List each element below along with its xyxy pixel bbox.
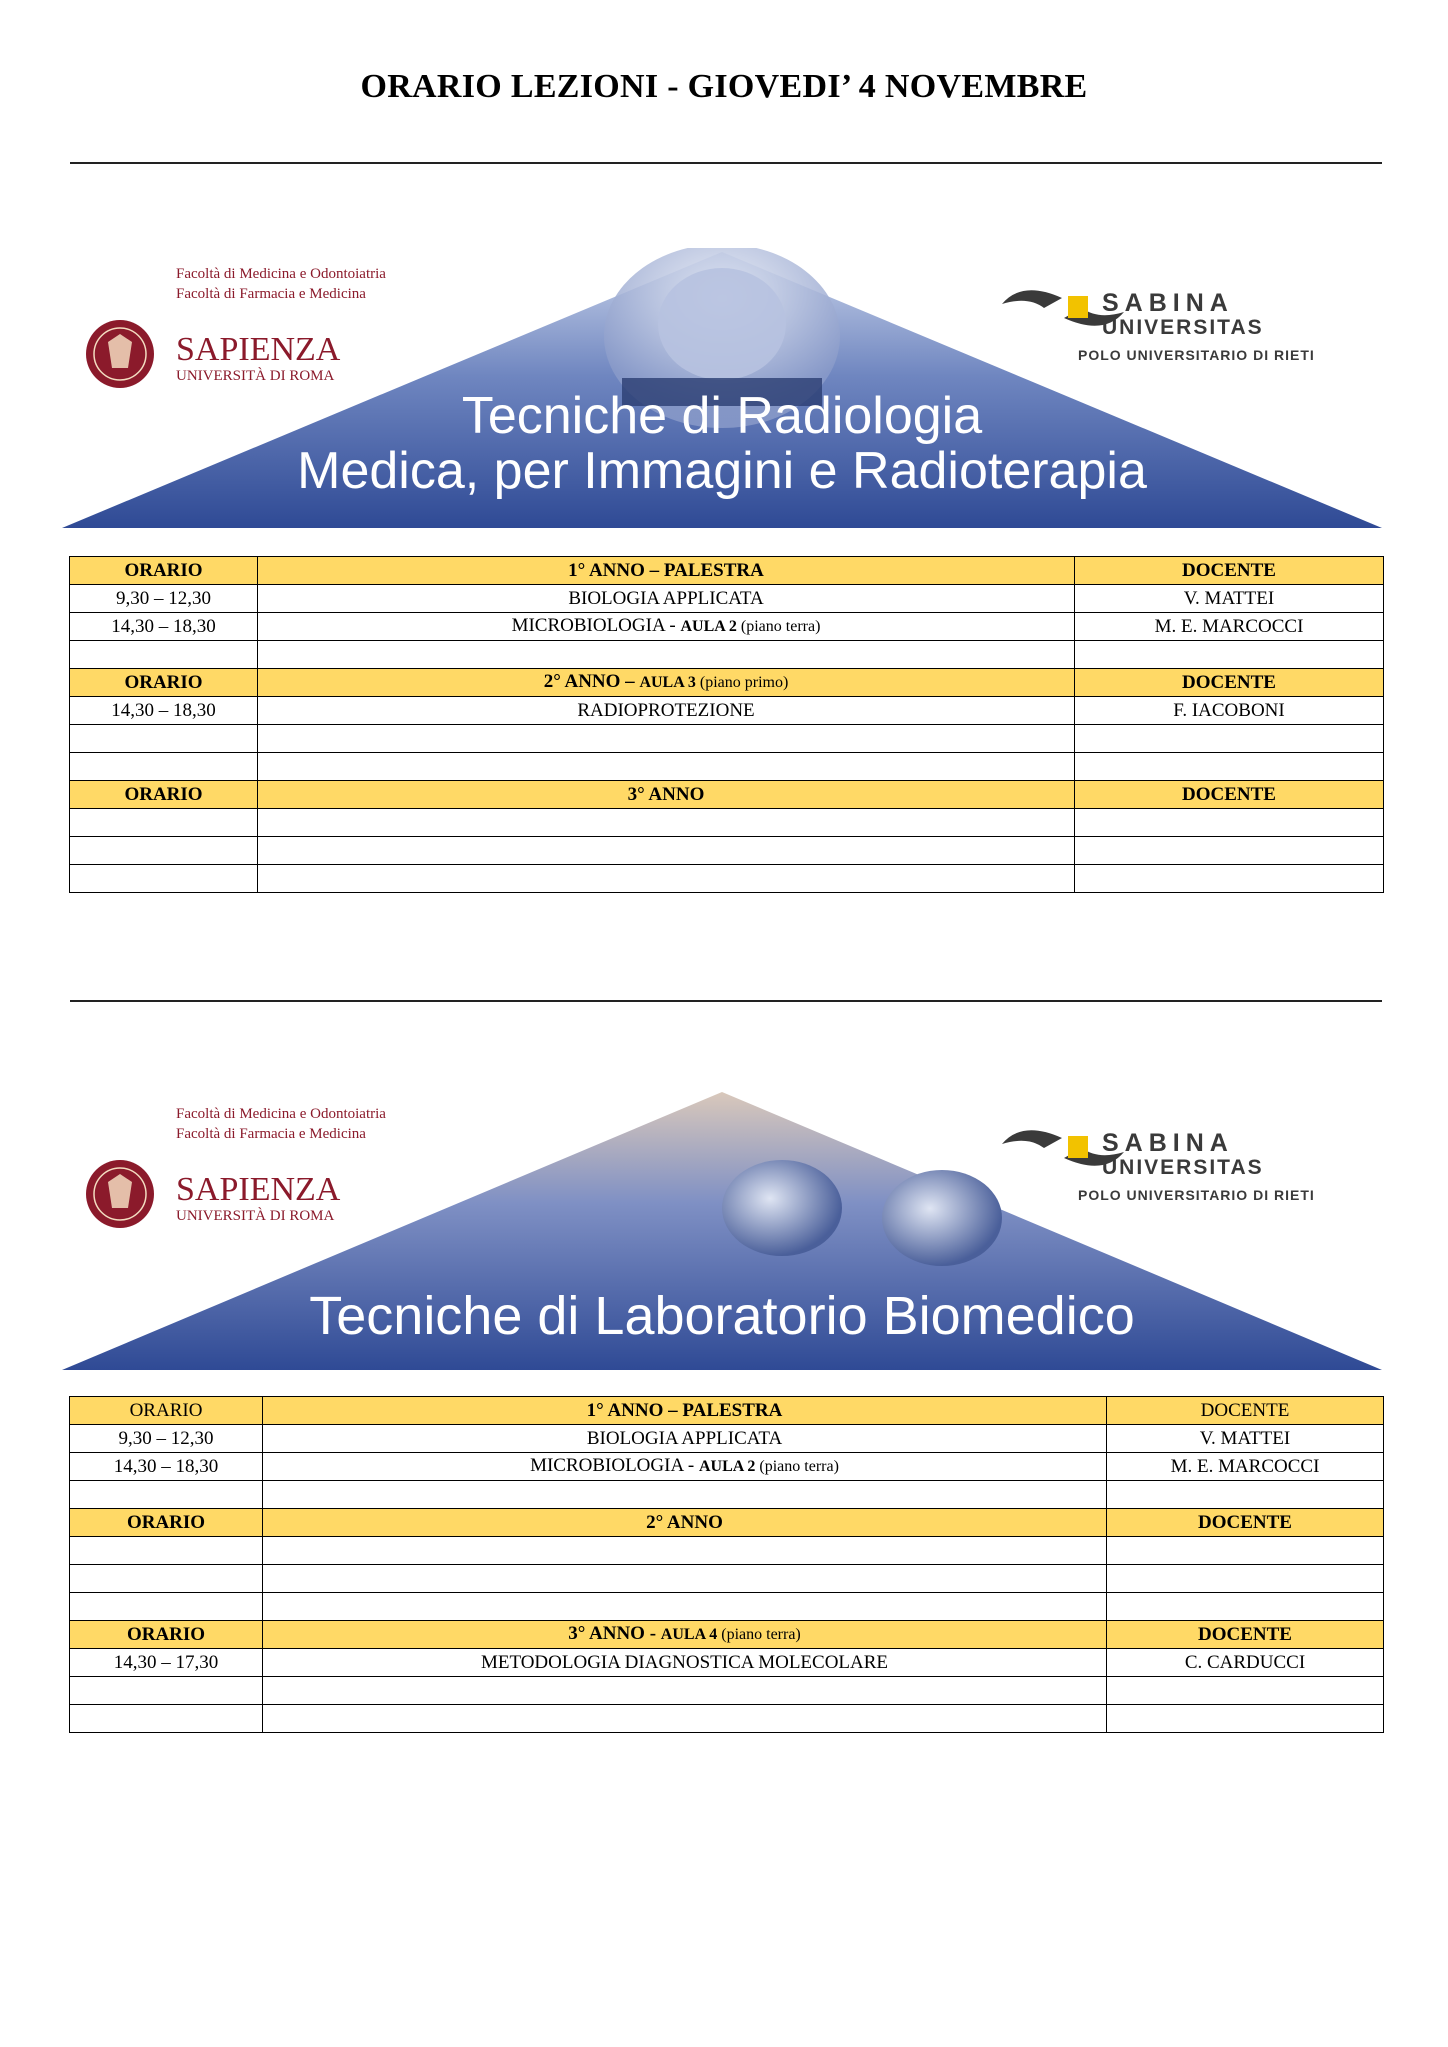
table-cell: M. E. MARCOCCI bbox=[1107, 1453, 1384, 1481]
microscope-eyepiece-left bbox=[722, 1160, 842, 1256]
table-cell: 9,30 – 12,30 bbox=[70, 585, 258, 613]
banner-line1: Tecniche di Radiologia bbox=[461, 387, 983, 445]
book-icon bbox=[1068, 296, 1088, 318]
table-row bbox=[70, 641, 1384, 669]
sabina-swoosh-icon bbox=[1002, 290, 1062, 308]
table-cell bbox=[70, 1677, 263, 1705]
svg-text:SAPIENZA: SAPIENZA bbox=[176, 1171, 341, 1208]
table-cell: METODOLOGIA DIAGNOSTICA MOLECOLARE bbox=[263, 1649, 1107, 1677]
table-row bbox=[70, 1649, 1384, 1677]
table-cell bbox=[263, 1537, 1107, 1565]
table-cell bbox=[263, 1565, 1107, 1593]
svg-text:UNIVERSITAS: UNIVERSITAS bbox=[1102, 316, 1264, 339]
table-cell: ORARIO bbox=[70, 781, 258, 809]
table-cell bbox=[70, 865, 258, 893]
table-row bbox=[70, 1425, 1384, 1453]
table-header-row bbox=[70, 1397, 1384, 1425]
table-cell bbox=[70, 725, 258, 753]
table-cell: MICROBIOLOGIA - AULA 2 (piano terra) bbox=[263, 1453, 1107, 1481]
table-cell bbox=[1107, 1565, 1384, 1593]
table-cell: 9,30 – 12,30 bbox=[70, 1425, 263, 1453]
svg-text:POLO UNIVERSITARIO DI RIETI: POLO UNIVERSITARIO DI RIETI bbox=[1078, 347, 1315, 363]
table-cell bbox=[258, 753, 1075, 781]
schedule-table-laboratorio bbox=[69, 1396, 1384, 1733]
table-cell: MICROBIOLOGIA - AULA 2 (piano terra) bbox=[258, 613, 1075, 641]
table-row bbox=[70, 837, 1384, 865]
table-header-row bbox=[70, 1621, 1384, 1649]
svg-text:SABINA: SABINA bbox=[1102, 289, 1234, 317]
table-row bbox=[70, 809, 1384, 837]
table-cell bbox=[258, 725, 1075, 753]
table-cell bbox=[1075, 837, 1384, 865]
svg-text:UNIVERSITÀ DI ROMA: UNIVERSITÀ DI ROMA bbox=[176, 368, 335, 384]
sabina-logo bbox=[1002, 1129, 1315, 1203]
table-cell: BIOLOGIA APPLICATA bbox=[263, 1425, 1107, 1453]
table-cell: 3° ANNO bbox=[258, 781, 1075, 809]
table-cell: ORARIO bbox=[70, 669, 258, 697]
table-cell bbox=[263, 1705, 1107, 1733]
table-cell: 14,30 – 18,30 bbox=[70, 1453, 263, 1481]
sapienza-logo bbox=[86, 1106, 386, 1228]
table-row bbox=[70, 585, 1384, 613]
table-row bbox=[70, 865, 1384, 893]
table-cell: 2° ANNO bbox=[263, 1509, 1107, 1537]
table-cell bbox=[70, 809, 258, 837]
table-cell bbox=[263, 1593, 1107, 1621]
table-cell: ORARIO bbox=[70, 557, 258, 585]
table-cell: ORARIO bbox=[70, 1509, 263, 1537]
table-row bbox=[70, 753, 1384, 781]
table-cell: DOCENTE bbox=[1107, 1621, 1384, 1649]
table-cell bbox=[258, 641, 1075, 669]
table-cell: ORARIO bbox=[70, 1397, 263, 1425]
table-cell bbox=[70, 1565, 263, 1593]
table-cell: DOCENTE bbox=[1075, 557, 1384, 585]
table-cell bbox=[258, 837, 1075, 865]
table-cell bbox=[1075, 641, 1384, 669]
table-cell bbox=[70, 1593, 263, 1621]
book-icon bbox=[1068, 1136, 1088, 1158]
table-cell: 14,30 – 18,30 bbox=[70, 613, 258, 641]
table-cell bbox=[70, 837, 258, 865]
table-cell bbox=[70, 753, 258, 781]
page-title: ORARIO LEZIONI - GIOVEDI’ 4 NOVEMBRE bbox=[360, 68, 1088, 105]
table-cell: RADIOPROTEZIONE bbox=[258, 697, 1075, 725]
table-cell bbox=[1107, 1481, 1384, 1509]
sapienza-logo bbox=[86, 266, 386, 388]
divider-middle bbox=[70, 1000, 1382, 1002]
table-cell bbox=[70, 1481, 263, 1509]
svg-text:UNIVERSITÀ DI ROMA: UNIVERSITÀ DI ROMA bbox=[176, 1208, 335, 1224]
table-row bbox=[70, 1705, 1384, 1733]
sabina-logo bbox=[1002, 289, 1315, 363]
table-cell: V. MATTEI bbox=[1075, 585, 1384, 613]
table-cell bbox=[1107, 1593, 1384, 1621]
svg-text:SABINA: SABINA bbox=[1102, 1129, 1234, 1157]
table-cell bbox=[263, 1677, 1107, 1705]
table-header-row bbox=[70, 781, 1384, 809]
table-cell bbox=[70, 1705, 263, 1733]
table-cell bbox=[1075, 753, 1384, 781]
table-cell: 14,30 – 18,30 bbox=[70, 697, 258, 725]
svg-text:Facoltà di Farmacia e Medicina: Facoltà di Farmacia e Medicina bbox=[176, 286, 366, 302]
table-row bbox=[70, 725, 1384, 753]
table-cell: DOCENTE bbox=[1075, 669, 1384, 697]
table-header-row bbox=[70, 669, 1384, 697]
table-row bbox=[70, 1453, 1384, 1481]
table-cell bbox=[1075, 725, 1384, 753]
svg-text:SAPIENZA: SAPIENZA bbox=[176, 331, 341, 368]
table-row bbox=[70, 1481, 1384, 1509]
table-cell: M. E. MARCOCCI bbox=[1075, 613, 1384, 641]
table-cell bbox=[258, 809, 1075, 837]
table-cell bbox=[1107, 1537, 1384, 1565]
table-row bbox=[70, 1677, 1384, 1705]
table-row bbox=[70, 1593, 1384, 1621]
table-cell: 14,30 – 17,30 bbox=[70, 1649, 263, 1677]
table-row bbox=[70, 1565, 1384, 1593]
course-banner-radiologia bbox=[62, 248, 1382, 530]
svg-text:Facoltà di Medicina e Odontoia: Facoltà di Medicina e Odontoiatria bbox=[176, 1106, 386, 1122]
table-cell: 2° ANNO – AULA 3 (piano primo) bbox=[258, 669, 1075, 697]
banner-line1: Tecniche di Laboratorio Biomedico bbox=[309, 1286, 1135, 1346]
table-cell: F. IACOBONI bbox=[1075, 697, 1384, 725]
divider-top bbox=[70, 162, 1382, 164]
course-banner-laboratorio bbox=[62, 1088, 1382, 1370]
table-cell: V. MATTEI bbox=[1107, 1425, 1384, 1453]
table-cell bbox=[1075, 865, 1384, 893]
table-cell bbox=[1075, 809, 1384, 837]
table-cell bbox=[263, 1481, 1107, 1509]
schedule-table-radiologia bbox=[69, 556, 1384, 893]
table-cell bbox=[1107, 1705, 1384, 1733]
microscope-eyepiece-right bbox=[882, 1170, 1002, 1266]
svg-text:Facoltà di Medicina e Odontoia: Facoltà di Medicina e Odontoiatria bbox=[176, 266, 386, 282]
table-row bbox=[70, 1537, 1384, 1565]
table-cell: DOCENTE bbox=[1107, 1397, 1384, 1425]
banner-line2: Medica, per Immagini e Radioterapia bbox=[297, 442, 1147, 500]
table-cell bbox=[70, 1537, 263, 1565]
table-row bbox=[70, 613, 1384, 641]
table-header-row bbox=[70, 557, 1384, 585]
table-header-row bbox=[70, 1509, 1384, 1537]
table-cell: DOCENTE bbox=[1107, 1509, 1384, 1537]
table-cell bbox=[1107, 1677, 1384, 1705]
svg-text:POLO UNIVERSITARIO DI RIETI: POLO UNIVERSITARIO DI RIETI bbox=[1078, 1187, 1315, 1203]
svg-text:UNIVERSITAS: UNIVERSITAS bbox=[1102, 1156, 1264, 1179]
table-cell: 1° ANNO – PALESTRA bbox=[263, 1397, 1107, 1425]
table-cell: DOCENTE bbox=[1075, 781, 1384, 809]
table-cell: 1° ANNO – PALESTRA bbox=[258, 557, 1075, 585]
table-cell: ORARIO bbox=[70, 1621, 263, 1649]
table-cell: BIOLOGIA APPLICATA bbox=[258, 585, 1075, 613]
table-cell bbox=[258, 865, 1075, 893]
table-cell: C. CARDUCCI bbox=[1107, 1649, 1384, 1677]
table-cell bbox=[70, 641, 258, 669]
svg-text:Facoltà di Farmacia e Medicina: Facoltà di Farmacia e Medicina bbox=[176, 1126, 366, 1142]
sabina-swoosh-icon bbox=[1002, 1130, 1062, 1148]
table-row bbox=[70, 697, 1384, 725]
table-cell: 3° ANNO - AULA 4 (piano terra) bbox=[263, 1621, 1107, 1649]
